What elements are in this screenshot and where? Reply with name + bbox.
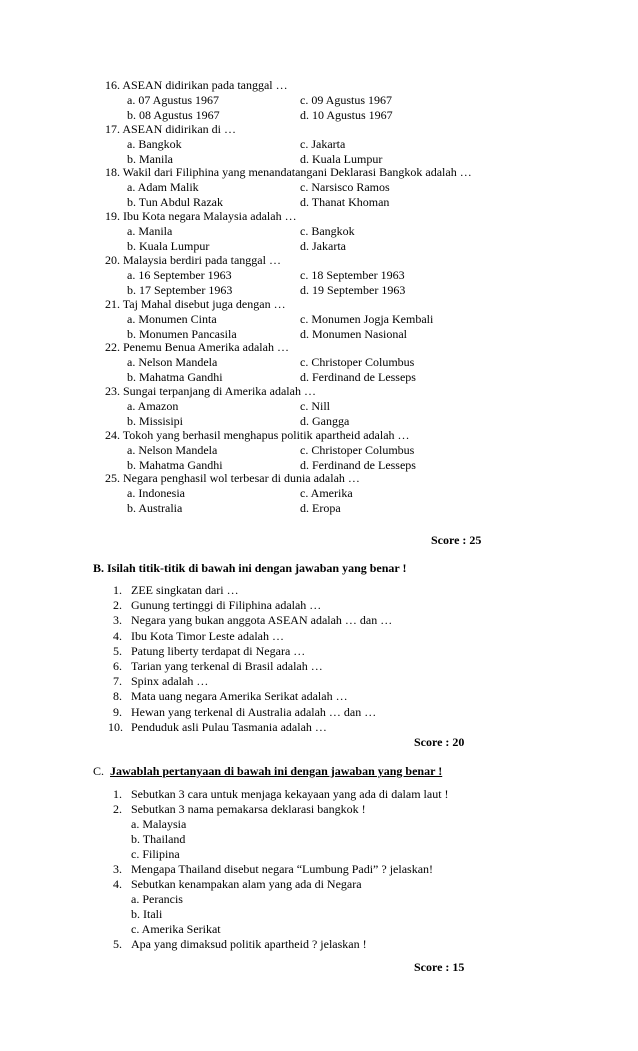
- b-item-text: Ibu Kota Timor Leste adalah …: [131, 628, 284, 643]
- c-question-5: Apa yang dimaksud politik apartheid ? jelaskan !: [131, 937, 367, 951]
- b-item-number: 3.: [113, 613, 122, 628]
- b-item-number: 4.: [113, 628, 122, 643]
- mc-question: 22. Penemu Benua Amerika adalah …: [105, 340, 289, 354]
- mc-option-c: c. Bangkok: [300, 224, 355, 238]
- mc-option-c: c. Narsisco Ramos: [300, 180, 390, 194]
- mc-option-a: a. Manila: [127, 224, 173, 238]
- mc-question: 16. ASEAN didirikan pada tanggal …: [105, 78, 288, 92]
- mc-option-d: d. Ferdinand de Lesseps: [300, 370, 416, 384]
- mc-option-a: a. Nelson Mandela: [127, 443, 218, 457]
- mc-option-b: b. Mahatma Gandhi: [127, 370, 223, 384]
- c-q4-option: a. Perancis: [131, 892, 183, 906]
- mc-option-a: a. Monumen Cinta: [127, 312, 217, 326]
- mc-option-b: b. Missisipi: [127, 414, 184, 428]
- section-b-title: B. Isilah titik-titik di bawah ini dengan jawaban yang benar !: [93, 561, 407, 575]
- mc-option-b: b. Kuala Lumpur: [127, 239, 210, 253]
- c-question-1: Sebutkan 3 cara untuk menjaga kekayaan yang ada di dalam laut !: [131, 787, 449, 801]
- mc-option-d: d. Ferdinand de Lesseps: [300, 458, 416, 472]
- c-question-2: Sebutkan 3 nama pemakarsa deklarasi bangkok !: [131, 802, 366, 816]
- mc-option-d: d. 19 September 1963: [300, 283, 406, 297]
- c-q2-option: c. Filipina: [131, 847, 180, 861]
- mc-option-c: c. 18 September 1963: [300, 268, 405, 282]
- b-item-number: 6.: [113, 659, 122, 673]
- mc-option-b: b. 17 September 1963: [127, 283, 233, 297]
- mc-option-d: d. Thanat Khoman: [300, 195, 390, 209]
- b-item-text: Patung liberty terdapat di Negara …: [131, 643, 306, 658]
- mc-option-c: c. Monumen Jogja Kembali: [300, 312, 434, 326]
- b-item-number: 9.: [113, 704, 122, 719]
- b-item-number: 1.: [113, 583, 122, 597]
- mc-option-a: a. 07 Agustus 1967: [127, 93, 220, 107]
- mc-option-a: a. Amazon: [127, 399, 179, 413]
- mc-option-c: c. 09 Agustus 1967: [300, 93, 393, 107]
- b-item-text: Spinx adalah …: [131, 674, 209, 689]
- b-item-text: Tarian yang terkenal di Brasil adalah …: [131, 659, 323, 673]
- c-num-2: 2.: [113, 802, 122, 816]
- mc-option-b: b. Mahatma Gandhi: [127, 458, 223, 472]
- mc-option-c: c. Christoper Columbus: [300, 355, 415, 369]
- mc-option-d: d. 10 Agustus 1967: [300, 108, 393, 122]
- mc-question: 20. Malaysia berdiri pada tanggal …: [105, 253, 281, 267]
- b-item-number: 5.: [113, 643, 122, 658]
- b-item-number: 2.: [113, 598, 122, 613]
- c-question-3: Mengapa Thailand disebut negara “Lumbung Padi” ? jelaskan!: [131, 862, 434, 876]
- mc-option-d: d. Jakarta: [300, 239, 346, 253]
- mc-option-a: a. Bangkok: [127, 137, 182, 151]
- mc-option-d: d. Gangga: [300, 414, 350, 428]
- c-num-3: 3.: [113, 862, 122, 876]
- mc-question: 24. Tokoh yang berhasil menghapus politik apartheid adalah …: [105, 428, 410, 442]
- b-item-text: Negara yang bukan anggota ASEAN adalah … dan …: [131, 613, 393, 628]
- b-item-text: Penduduk asli Pulau Tasmania adalah …: [131, 719, 327, 734]
- c-num-1: 1.: [113, 787, 122, 801]
- mc-question: 25. Negara penghasil wol terbesar di dunia adalah …: [105, 471, 360, 485]
- b-item-number: 7.: [113, 674, 122, 689]
- score-a: Score : 25: [431, 533, 482, 547]
- b-item-text: Gunung tertinggi di Filiphina adalah …: [131, 598, 322, 613]
- mc-question: 23. Sungai terpanjang di Amerika adalah …: [105, 384, 316, 398]
- mc-option-c: c. Jakarta: [300, 137, 346, 151]
- mc-option-b: b. Monumen Pancasila: [127, 327, 237, 341]
- mc-option-a: a. 16 September 1963: [127, 268, 232, 282]
- mc-option-a: a. Indonesia: [127, 486, 185, 500]
- mc-question: 21. Taj Mahal disebut juga dengan …: [105, 297, 286, 311]
- mc-question: 17. ASEAN didirikan di …: [105, 122, 236, 136]
- mc-option-c: c. Amerika: [300, 486, 353, 500]
- mc-option-b: b. 08 Agustus 1967: [127, 108, 220, 122]
- section-c-title: [93, 764, 442, 779]
- b-item-number: 10.: [108, 719, 123, 734]
- mc-option-b: b. Australia: [127, 501, 183, 515]
- c-q4-option: b. Itali: [131, 907, 163, 921]
- mc-option-c: c. Nill: [300, 399, 330, 413]
- section-c-heading: Jawablah pertanyaan di bawah ini dengan jawaban yang benar !: [110, 764, 443, 778]
- mc-option-a: a. Adam Malik: [127, 180, 199, 194]
- c-q2-option: b. Thailand: [131, 832, 186, 846]
- mc-question: 19. Ibu Kota negara Malaysia adalah …: [105, 209, 297, 223]
- c-num-4: 4.: [113, 877, 122, 891]
- mc-option-b: b. Tun Abdul Razak: [127, 195, 224, 209]
- b-item-text: Mata uang negara Amerika Serikat adalah …: [131, 689, 348, 704]
- c-num-5: 5.: [113, 937, 122, 951]
- mc-option-c: c. Christoper Columbus: [300, 443, 415, 457]
- mc-option-d: d. Eropa: [300, 501, 341, 515]
- mc-option-d: d. Kuala Lumpur: [300, 152, 383, 166]
- mc-question: 18. Wakil dari Filiphina yang menandatangani Deklarasi Bangkok adalah …: [105, 165, 472, 179]
- mc-option-b: b. Manila: [127, 152, 173, 166]
- score-b: Score : 20: [414, 735, 465, 749]
- section-c-letter: C.: [93, 764, 105, 778]
- b-item-number: 8.: [113, 689, 122, 704]
- c-question-4: Sebutkan kenampakan alam yang ada di Negara: [131, 877, 362, 891]
- mc-option-d: d. Monumen Nasional: [300, 327, 407, 341]
- score-c: Score : 15: [414, 960, 465, 974]
- b-item-text: ZEE singkatan dari …: [131, 583, 239, 597]
- mc-option-a: a. Nelson Mandela: [127, 355, 218, 369]
- b-item-text: Hewan yang terkenal di Australia adalah … dan …: [131, 704, 377, 719]
- c-q2-option: a. Malaysia: [131, 817, 187, 831]
- c-q4-option: c. Amerika Serikat: [131, 922, 221, 936]
